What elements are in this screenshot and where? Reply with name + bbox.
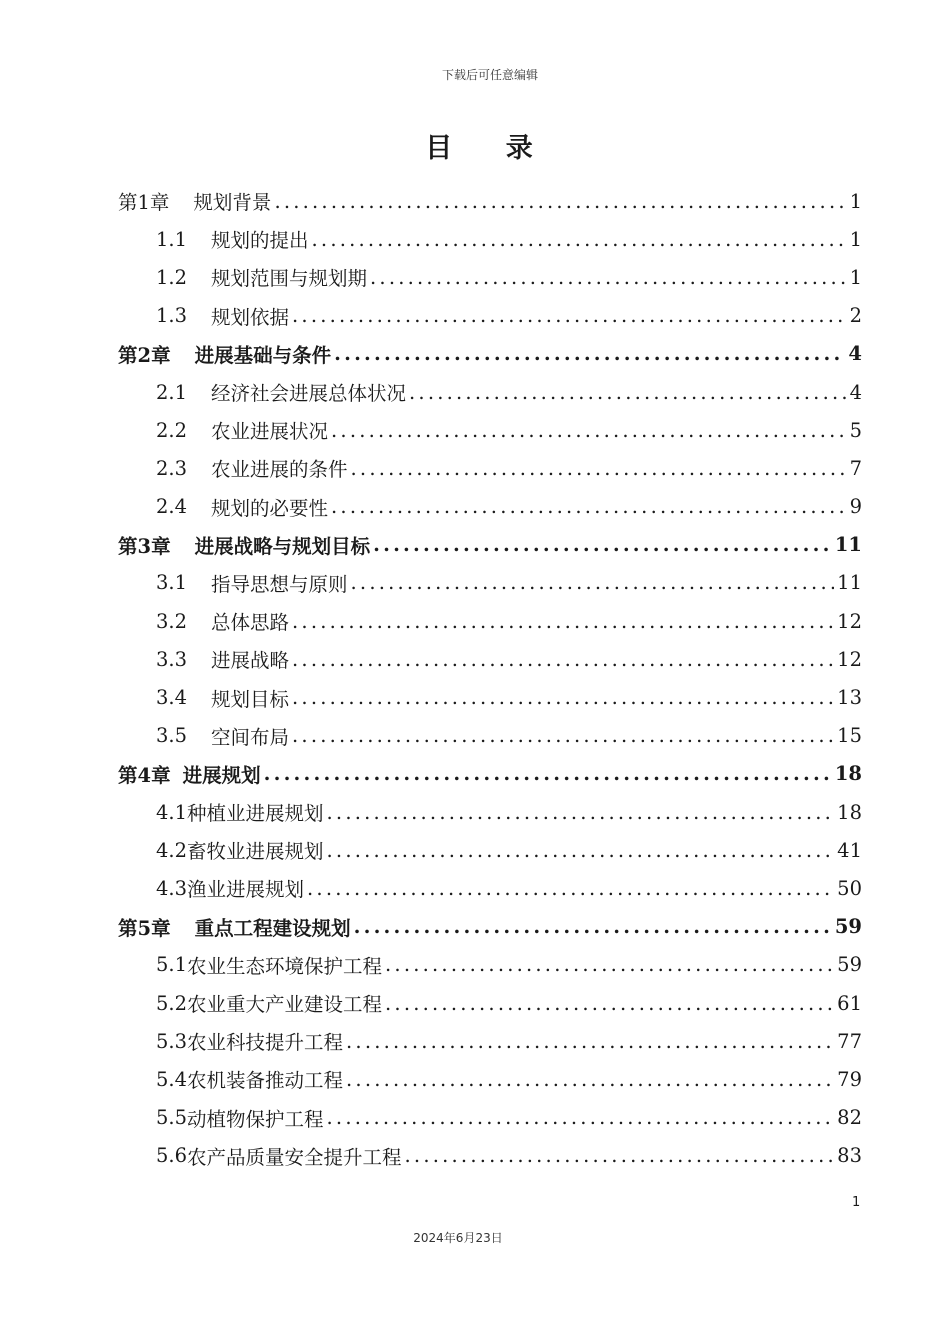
- dot-leader: [264, 762, 832, 785]
- toc-entry-chapter-5[interactable]: [118, 908, 862, 946]
- toc-entry-page: 1: [849, 189, 862, 213]
- toc-entry-number: 第2章: [118, 343, 171, 367]
- toc-entry-number: 2.1: [156, 380, 188, 404]
- dot-leader: [354, 915, 832, 938]
- toc-entry-number: 2.2: [156, 418, 188, 442]
- toc-entry-label: 进展战略与规划目标: [194, 534, 371, 558]
- toc-entry-5-4[interactable]: [118, 1060, 862, 1098]
- toc-entry-label: 规划背景: [193, 191, 272, 215]
- toc-entry-page: 83: [837, 1144, 862, 1168]
- toc-entry-number: 第1章: [118, 191, 170, 215]
- toc-entry-number: 4.1: [156, 800, 188, 824]
- dot-leader: [292, 686, 834, 709]
- dot-leader: [292, 648, 834, 671]
- toc-entry-number: 1.2: [156, 265, 188, 289]
- toc-entry-number: 2.4: [156, 495, 188, 519]
- toc-entry-label: 规划目标: [211, 687, 290, 711]
- toc-entry-label: 进展基础与条件: [194, 343, 332, 367]
- dot-leader: [292, 304, 847, 327]
- toc-entry-page: 4: [848, 342, 862, 366]
- toc-entry-label: 规划的必要性: [211, 496, 329, 520]
- toc-entry-number: 第3章: [118, 534, 171, 558]
- toc-entry-label: 动植物保护工程: [187, 1107, 324, 1131]
- toc-entry-number: 3.2: [156, 609, 188, 633]
- toc-entry-number: 第4章: [118, 763, 171, 787]
- toc-entry-number: 5.5: [156, 1106, 188, 1130]
- toc-entry-number: 4.3: [156, 876, 188, 900]
- toc-entry-label: 经济社会进展总体状况: [211, 382, 407, 406]
- toc-entry-1-1[interactable]: [118, 220, 862, 258]
- toc-entry-4-3[interactable]: [118, 869, 862, 907]
- table-of-contents: [118, 182, 862, 1175]
- toc-entry-number: 1.3: [156, 304, 188, 328]
- toc-entry-2-1[interactable]: [118, 373, 862, 411]
- toc-entry-5-5[interactable]: [118, 1099, 862, 1137]
- toc-entry-page: 13: [837, 686, 862, 710]
- toc-entry-number: 5.1: [156, 953, 188, 977]
- toc-entry-number: 3.3: [156, 647, 188, 671]
- toc-entry-page: 15: [837, 724, 862, 748]
- toc-entry-label: 规划范围与规划期: [211, 267, 368, 291]
- toc-entry-1-2[interactable]: [118, 258, 862, 296]
- toc-entry-page: 50: [837, 876, 862, 900]
- toc-entry-label: 畜牧业进展规划: [187, 840, 324, 864]
- header-note: 下载后可任意编辑: [441, 68, 538, 82]
- toc-entry-label: 渔业进展规划: [187, 878, 305, 902]
- toc-entry-3-4[interactable]: [118, 678, 862, 716]
- toc-entry-label: 重点工程建设规划: [194, 916, 351, 940]
- toc-entry-chapter-4[interactable]: [118, 755, 862, 793]
- toc-entry-page: 2: [849, 304, 862, 328]
- toc-entry-page: 4: [849, 380, 862, 404]
- dot-leader: [351, 457, 847, 480]
- toc-entry-label: 农业科技提升工程: [187, 1031, 344, 1055]
- toc-entry-label: 种植业进展规划: [187, 802, 324, 826]
- toc-entry-1-3[interactable]: [118, 297, 862, 335]
- toc-entry-2-4[interactable]: [118, 488, 862, 526]
- toc-entry-number: 第5章: [118, 916, 171, 940]
- toc-entry-label: 空间布局: [211, 725, 290, 749]
- toc-entry-page: 12: [837, 647, 862, 671]
- dot-leader: [312, 228, 847, 251]
- dot-leader: [346, 1068, 834, 1091]
- toc-entry-3-5[interactable]: [118, 717, 862, 755]
- dot-leader: [409, 381, 847, 404]
- toc-entry-number: 2.3: [156, 456, 188, 480]
- toc-entry-2-2[interactable]: [118, 411, 862, 449]
- dot-leader: [385, 992, 834, 1015]
- toc-entry-label: 农业进展的条件: [211, 458, 348, 482]
- toc-entry-label: 进展规划: [182, 763, 261, 787]
- dot-leader: [331, 495, 847, 518]
- toc-entry-5-1[interactable]: [118, 946, 862, 984]
- dot-leader: [334, 342, 845, 365]
- dot-leader: [292, 610, 834, 633]
- toc-entry-4-2[interactable]: [118, 831, 862, 869]
- toc-entry-chapter-2[interactable]: [118, 335, 862, 373]
- dot-leader: [385, 953, 834, 976]
- toc-entry-2-3[interactable]: [118, 449, 862, 487]
- footer-date: 2024年6月23日: [413, 1231, 503, 1245]
- dot-leader: [274, 190, 846, 213]
- toc-entry-page: 1: [849, 265, 862, 289]
- toc-entry-number: 3.5: [156, 724, 188, 748]
- toc-entry-4-1[interactable]: [118, 793, 862, 831]
- toc-title: 目 录: [425, 133, 555, 164]
- toc-entry-number: 5.2: [156, 991, 188, 1015]
- toc-entry-page: 82: [837, 1106, 862, 1130]
- toc-entry-number: 4.2: [156, 838, 188, 862]
- toc-entry-3-1[interactable]: [118, 564, 862, 602]
- toc-entry-label: 农机装备推动工程: [187, 1069, 344, 1093]
- toc-entry-number: 5.6: [156, 1144, 188, 1168]
- toc-entry-5-3[interactable]: [118, 1022, 862, 1060]
- toc-entry-label: 农业重大产业建设工程: [187, 993, 383, 1017]
- dot-leader: [307, 877, 834, 900]
- toc-entry-page: 59: [837, 953, 862, 977]
- toc-entry-page: 18: [834, 762, 862, 786]
- toc-entry-label: 规划的提出: [211, 229, 309, 253]
- toc-entry-5-6[interactable]: [118, 1137, 862, 1175]
- dot-leader: [351, 571, 835, 594]
- page-number: 1: [852, 1195, 861, 1210]
- dot-leader: [327, 839, 835, 862]
- toc-entry-number: 3.4: [156, 686, 188, 710]
- toc-entry-number: 1.1: [156, 227, 188, 251]
- toc-entry-label: 农业生态环境保护工程: [187, 954, 383, 978]
- toc-entry-number: 3.1: [156, 571, 188, 595]
- toc-entry-3-3[interactable]: [118, 640, 862, 678]
- toc-entry-page: 59: [834, 915, 862, 939]
- toc-entry-label: 进展战略: [211, 649, 290, 673]
- toc-entry-page: 79: [837, 1067, 862, 1091]
- toc-entry-5-2[interactable]: [118, 984, 862, 1022]
- dot-leader: [370, 266, 847, 289]
- toc-entry-label: 指导思想与原则: [211, 572, 348, 596]
- toc-entry-page: 1: [849, 227, 862, 251]
- toc-entry-number: 5.4: [156, 1067, 188, 1091]
- toc-entry-page: 11: [837, 571, 862, 595]
- toc-entry-page: 61: [837, 991, 862, 1015]
- toc-entry-page: 7: [849, 456, 862, 480]
- toc-entry-page: 18: [837, 800, 862, 824]
- dot-leader: [327, 801, 835, 824]
- dot-leader: [292, 724, 834, 747]
- dot-leader: [331, 419, 847, 442]
- toc-entry-chapter-1[interactable]: [118, 182, 862, 220]
- dot-leader: [346, 1030, 834, 1053]
- dot-leader: [405, 1144, 835, 1167]
- toc-entry-3-2[interactable]: [118, 602, 862, 640]
- toc-entry-page: 9: [849, 495, 862, 519]
- toc-entry-chapter-3[interactable]: [118, 526, 862, 564]
- dot-leader: [373, 533, 832, 556]
- toc-entry-label: 总体思路: [211, 611, 290, 635]
- toc-entry-page: 77: [837, 1029, 862, 1053]
- toc-entry-page: 11: [834, 533, 862, 557]
- toc-entry-page: 12: [837, 609, 862, 633]
- toc-entry-label: 规划依据: [211, 305, 290, 329]
- dot-leader: [327, 1106, 835, 1129]
- toc-entry-page: 5: [849, 418, 862, 442]
- toc-entry-number: 5.3: [156, 1029, 188, 1053]
- toc-entry-label: 农业进展状况: [211, 420, 329, 444]
- toc-entry-page: 41: [837, 838, 862, 862]
- toc-entry-label: 农产品质量安全提升工程: [187, 1145, 402, 1169]
